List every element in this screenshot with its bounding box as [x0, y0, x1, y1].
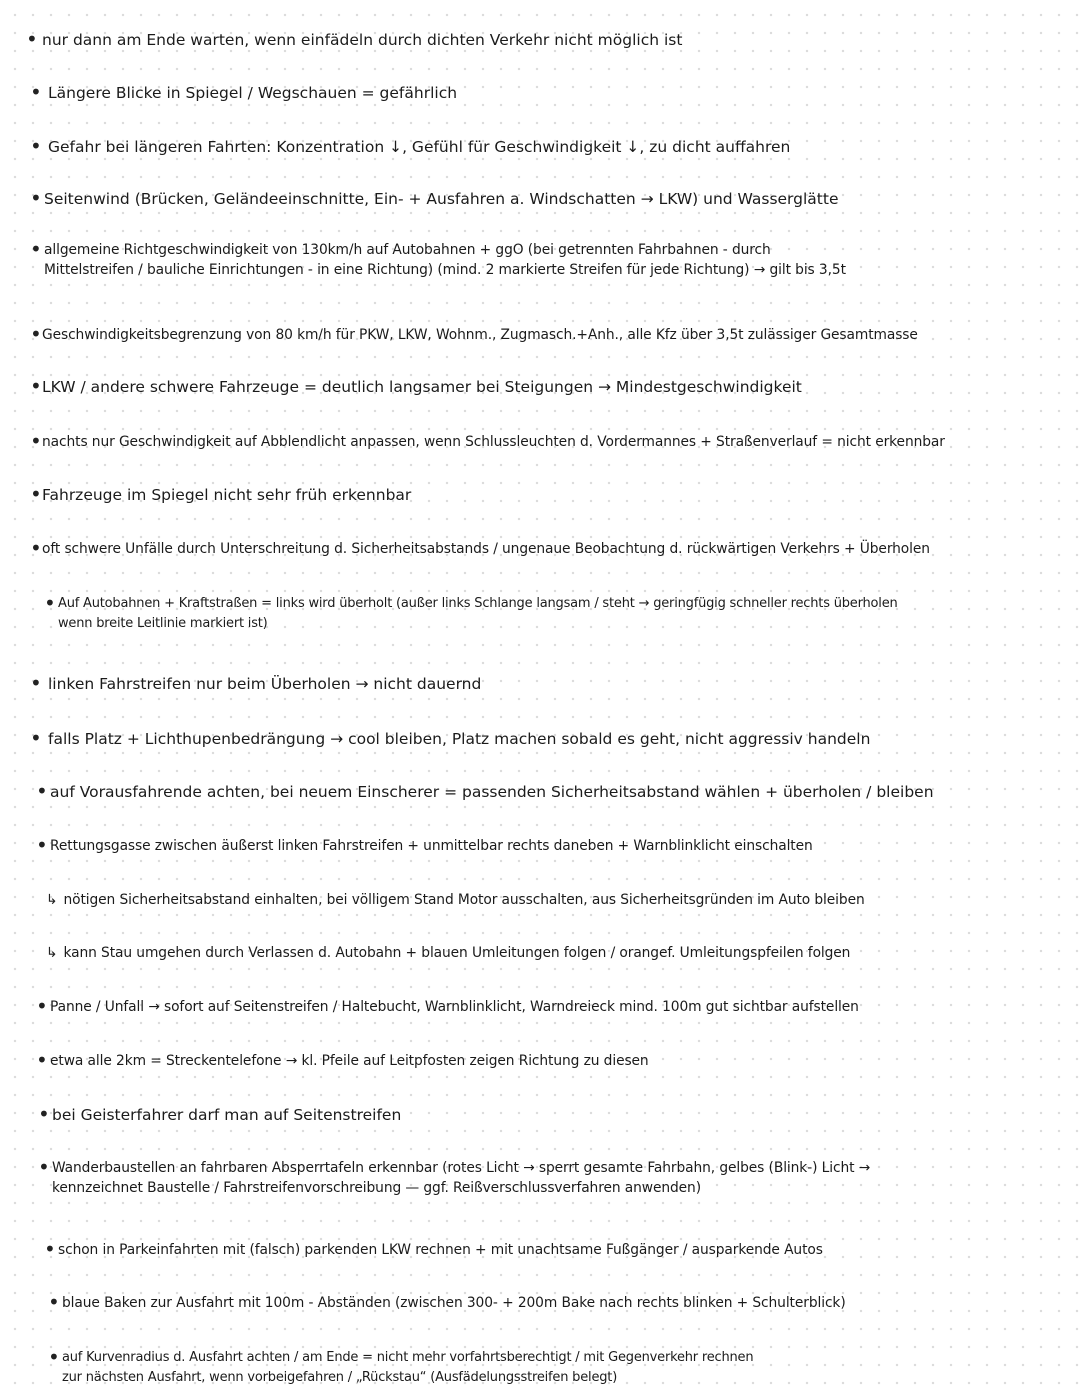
note-line: Panne / Unfall → sofort auf Seitenstreifen / Haltebucht, Warnblinklicht, Warndreieck mind. 100m gut sichtbar aufstellen — [50, 999, 859, 1015]
note-line: nur dann am Ende warten, wenn einfädeln durch dichten Verkehr nicht möglich ist — [42, 31, 683, 49]
bullet-dot-icon: • — [30, 726, 42, 750]
note-line: auf Vorausfahrende achten, bei neuem Einscherer = passenden Sicherheitsabstand wählen + überholen / bleiben — [50, 783, 934, 801]
note-line: allgemeine Richtgeschwindigkeit von 130km/h auf Autobahnen + ggO (bei getrennten Fahrbahnen - durch — [44, 242, 771, 258]
bullet-dot-icon: • — [30, 429, 42, 453]
note-line-text: kann Stau umgehen durch Verlassen d. Autobahn + blauen Umleitungen folgen / orangef. Umleitungspfeilen folgen — [63, 945, 851, 961]
note-speed-limit-80 — [0, 322, 1080, 346]
bullet-dot-icon: • — [30, 237, 42, 261]
note-line: falls Platz + Lichthupenbedrängung → cool bleiben, Platz machen sobald es geht, nicht aggressiv handeln — [48, 730, 871, 748]
note-line: Fahrzeuge im Spiegel nicht sehr früh erkennbar — [42, 486, 412, 504]
note-line: bei Geisterfahrer darf man auf Seitenstreifen — [52, 1106, 402, 1124]
bullet-dot-icon: • — [36, 779, 48, 803]
note-line: Auf Autobahnen + Kraftstraßen = links wird überholt (außer links Schlange langsam / steht → geringfügig schneller rechts überholen — [58, 596, 898, 611]
bullet-dot-icon: • — [36, 1048, 48, 1072]
note-mirror-visibility — [0, 482, 1080, 506]
note-line: Wanderbaustellen an fahrbaren Absperrtafeln erkennbar (rotes Licht → sperrt gesamte Fahrbahn, gelbes (Blink-) Licht → — [52, 1160, 871, 1176]
bullet-dot-icon: • — [44, 591, 56, 615]
note-breakdown — [0, 994, 1080, 1018]
note-line: Längere Blicke in Spiegel / Wegschauen = gefährlich — [48, 84, 458, 102]
note-line: auf Kurvenradius d. Ausfahrt achten / am Ende = nicht mehr vorfahrtsberechtigt / mit Gegenverkehr rechnen — [62, 1350, 754, 1365]
note-left-lane — [0, 671, 1080, 695]
bullet-dot-icon: • — [30, 482, 42, 506]
note-line — [46, 943, 1080, 963]
note-detour — [0, 943, 1080, 963]
note-cut-in — [0, 779, 1080, 803]
note-advisory-speed — [0, 237, 1080, 280]
bullet-dot-icon: • — [48, 1290, 60, 1314]
note-line: blaue Baken zur Ausfahrt mit 100m - Abständen (zwischen 300- + 200m Bake nach rechts blinken + Schulterblick) — [62, 1295, 846, 1311]
note-line: schon in Parkeinfahrten mit (falsch) parkenden LKW rechnen + mit unachtsame Fußgänger / ausparkende Autos — [58, 1242, 823, 1258]
sub-arrow-icon: ↳ — [46, 945, 58, 961]
note-long-drives — [0, 134, 1080, 158]
note-line — [46, 890, 1080, 910]
bullet-dot-icon: • — [48, 1345, 60, 1369]
note-exit-curve — [0, 1345, 1080, 1388]
note-mirror-glances — [0, 80, 1080, 104]
note-heavy-vehicles — [0, 374, 1080, 398]
note-line: zur nächsten Ausfahrt, wenn vorbeigefahren / „Rückstau“ (Ausfädelungsstreifen belegt) — [62, 1370, 618, 1385]
note-line: Seitenwind (Brücken, Geländeeinschnitte, Ein- + Ausfahren a. Windschatten → LKW) und Wasserglätte — [44, 190, 839, 208]
note-parking-entries — [0, 1237, 1080, 1261]
note-mobile-roadworks — [0, 1155, 1080, 1198]
bullet-dot-icon: • — [30, 671, 42, 695]
bullet-dot-icon: • — [38, 1102, 50, 1126]
note-line: Mittelstreifen / bauliche Einrichtungen - in eine Richtung) (mind. 2 markierte Streifen für jede Richtung) → gilt bis 3,5t — [44, 262, 846, 278]
note-headlight-flashing — [0, 726, 1080, 750]
note-line: kennzeichnet Baustelle / Fahrstreifenvorschreibung — ggf. Reißverschlussverfahren anwenden) — [52, 1180, 701, 1196]
note-line: linken Fahrstreifen nur beim Überholen → nicht dauernd — [48, 675, 482, 693]
bullet-dot-icon: • — [30, 80, 42, 104]
note-merge-wait — [0, 27, 1080, 51]
bullet-dot-icon: • — [30, 374, 42, 398]
note-line: Gefahr bei längeren Fahrten: Konzentration ↓, Gefühl für Geschwindigkeit ↓, zu dicht auffahren — [48, 138, 791, 156]
note-crosswind — [0, 186, 1080, 210]
note-serious-accidents — [0, 536, 1080, 560]
note-wrong-way-driver — [0, 1102, 1080, 1126]
note-line: Geschwindigkeitsbegrenzung von 80 km/h für PKW, LKW, Wohnm., Zugmasch.+Anh., alle Kfz über 3,5t zulässiger Gesamtmasse — [42, 327, 918, 343]
note-line: oft schwere Unfälle durch Unterschreitung d. Sicherheitsabstands / ungenaue Beobachtung d. rückwärtigen Verkehrs + Überholen — [42, 541, 930, 557]
note-rescue-lane — [0, 833, 1080, 857]
note-line-text: nötigen Sicherheitsabstand einhalten, bei völligem Stand Motor ausschalten, aus Sicherheitsgründen im Auto bleiben — [63, 892, 865, 908]
bullet-dot-icon: • — [36, 833, 48, 857]
note-line: nachts nur Geschwindigkeit auf Abblendlicht anpassen, wenn Schlussleuchten d. Vordermannes + Straßenverlauf = nicht erkennbar — [42, 434, 945, 450]
note-emergency-phones — [0, 1048, 1080, 1072]
note-rescue-lane-distance — [0, 890, 1080, 910]
note-night-speed — [0, 429, 1080, 453]
note-line: Rettungsgasse zwischen äußerst linken Fahrstreifen + unmittelbar rechts daneben + Warnblinklicht einschalten — [50, 838, 813, 854]
bullet-dot-icon: • — [26, 27, 38, 51]
note-blue-beacons — [0, 1290, 1080, 1314]
bullet-dot-icon: • — [30, 322, 42, 346]
bullet-dot-icon: • — [30, 186, 42, 210]
bullet-dot-icon: • — [30, 536, 42, 560]
note-line: wenn breite Leitlinie markiert ist) — [58, 616, 268, 631]
bullet-dot-icon: • — [36, 994, 48, 1018]
note-line: etwa alle 2km = Streckentelefone → kl. Pfeile auf Leitpfosten zeigen Richtung zu diesen — [50, 1053, 649, 1069]
bullet-dot-icon: • — [30, 134, 42, 158]
bullet-dot-icon: • — [38, 1155, 50, 1179]
note-line: LKW / andere schwere Fahrzeuge = deutlich langsamer bei Steigungen → Mindestgeschwindigkeit — [42, 378, 802, 396]
note-overtaking-rules — [0, 591, 1080, 634]
sub-arrow-icon: ↳ — [46, 892, 58, 908]
bullet-dot-icon: • — [44, 1237, 56, 1261]
